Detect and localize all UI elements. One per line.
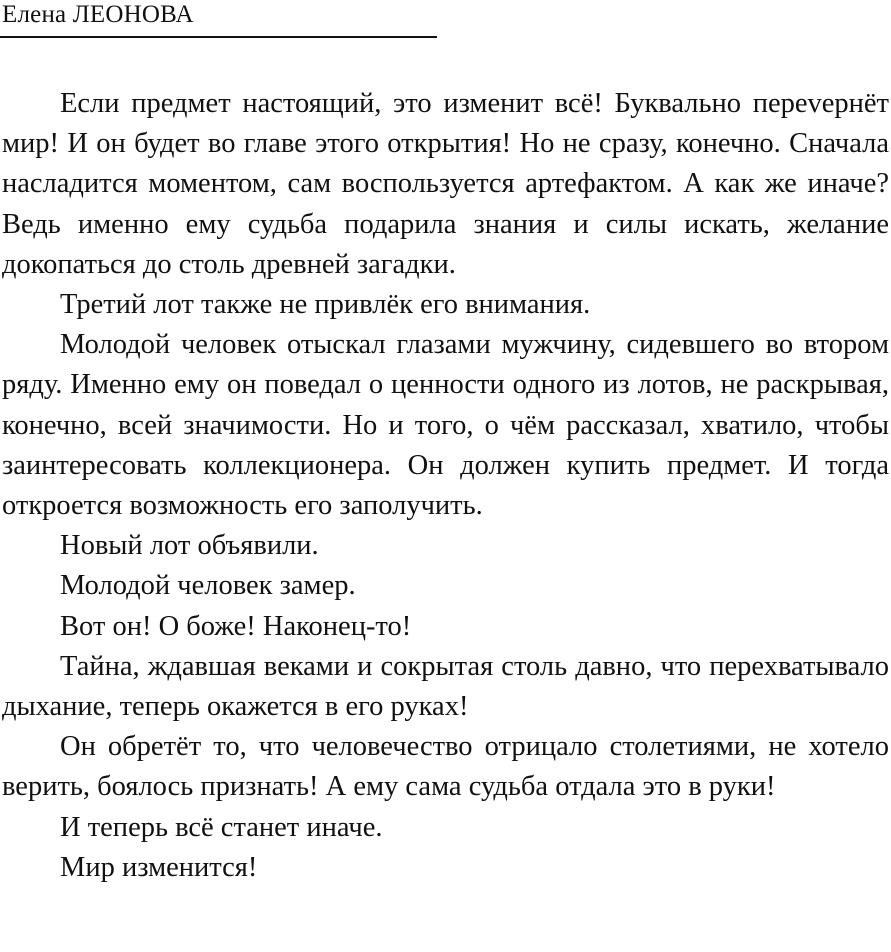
paragraph: Если предмет настоящий, это изменит всё! Буквально переvернёт мир! И он будет во главе этого открытия! Но не сразу, конечно. Сначала насладится моментом, сам воспользуется артефактом. А как же иначе? Ведь именно ему судьба подарила знания и силы искать, желание докопаться до столь древней загадки. xyxy=(2,88,889,280)
running-header: Елена ЛЕОНОВА xyxy=(2,1,194,28)
body-text xyxy=(2,84,889,888)
paragraph: Тайна, ждавшая веками и сокрытая столь давно, что перехватывало дыхание, теперь окажется в его руках! xyxy=(2,650,889,723)
paragraph: Молодой человек замер. xyxy=(60,570,356,602)
header-rule xyxy=(0,36,437,38)
paragraph: Вот он! О боже! Наконец-то! xyxy=(60,610,412,642)
paragraph: Новый лот объявили. xyxy=(60,530,319,562)
paragraph: Третий лот также не привлёк его внимания. xyxy=(60,289,591,321)
paragraph: И теперь всё станет иначе. xyxy=(60,811,383,843)
paragraph: Мир изменится! xyxy=(60,851,258,883)
paragraph: Он обретёт то, что человечество отрицало столетиями, не хотело верить, боялось признать! А ему сама судьба отдала это в руки! xyxy=(2,731,889,803)
paragraph: Молодой человек отыскал глазами мужчину, сидевшего во втором ряду. Именно ему он поведал о ценности одного из лотов, не раскрывая, конечно, всей значимости. Но и того, о чём рассказал, хватило, чтобы заинтересовать коллекционера. Он должен купить предмет. И тогда откроется возможность его заполучить. xyxy=(2,329,889,522)
